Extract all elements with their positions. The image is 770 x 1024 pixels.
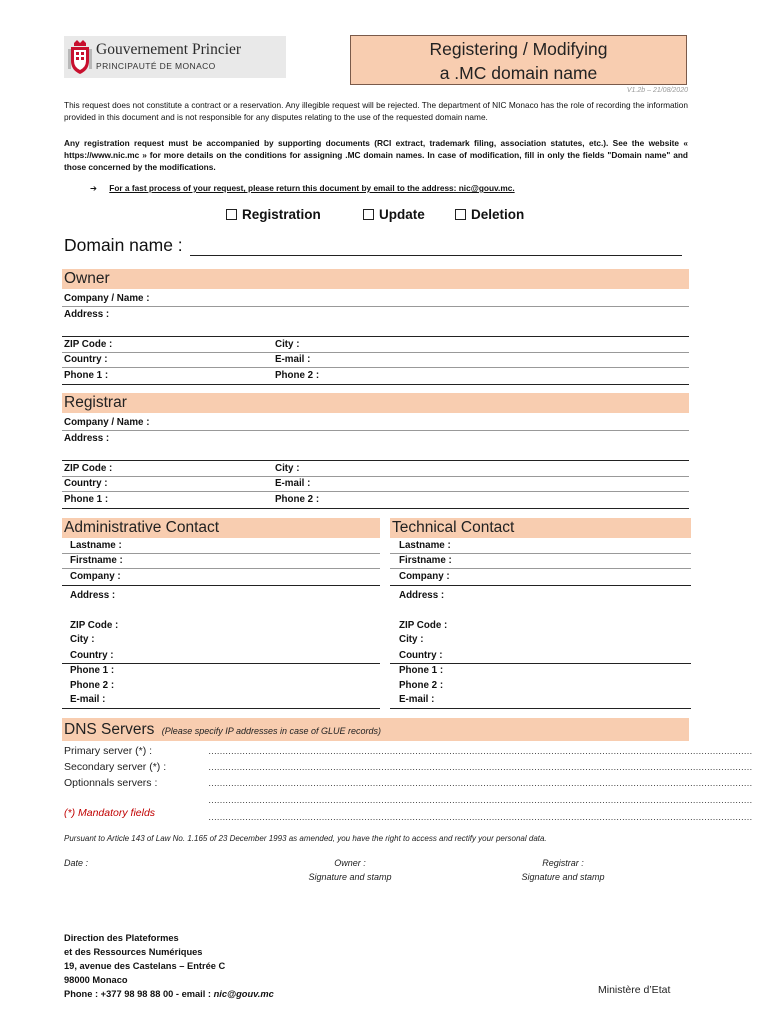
tech-country-label: Country : [399,650,443,661]
primary-server-label: Primary server (*) : [64,745,153,757]
footer-contact [64,987,274,1001]
owner-phone1-label: Phone 1 : [64,370,109,381]
admin-country-label: Country : [70,650,114,661]
update-label: Update [379,207,425,222]
mandatory-fields-note: (*) Mandatory fields [64,807,156,819]
form-title-line2: a .MC domain name [439,63,598,83]
admin-phone2-label: Phone 2 : [70,680,115,691]
divider [62,460,689,461]
tech-city-label: City : [399,634,424,645]
owner-zip-label: ZIP Code : [64,339,113,350]
dns-note: (Please specify IP addresses in case of GLUE records) [161,726,382,736]
divider [390,708,691,709]
tech-contact-section-header: Technical Contact [390,518,691,538]
admin-address-label: Address : [70,590,116,601]
optional-server-field-2[interactable]: ………………………………………………………………………………………………………………………………………………………………………… [208,795,752,805]
privacy-notice: Pursuant to Article 143 of Law No. 1.165 of 23 December 1993 as amended, you have the right to access and rectify your personal data. [64,834,547,843]
registrar-email-label: E-mail : [275,478,311,489]
footer-email-link[interactable]: nic@gouv.mc [213,989,274,999]
arrow-icon: ➔ [90,183,97,193]
tech-lastname-label: Lastname : [399,540,451,551]
divider [62,476,689,477]
registrar-company-label: Company / Name : [64,417,150,428]
registrar-signature-block [493,856,633,884]
registrar-signature-label: Registrar : [542,858,584,868]
tech-firstname-label: Firstname : [399,555,452,566]
divider [62,553,380,554]
fast-process-note [90,183,515,193]
registrar-country-label: Country : [64,478,108,489]
owner-city-label: City : [275,339,300,350]
registrar-phone2-label: Phone 2 : [275,494,320,505]
secondary-server-field[interactable]: ………………………………………………………………………………………………………………………………………………………………………… [208,762,752,772]
tech-company-label: Company : [399,571,450,582]
footer-line-2: et des Ressources Numériques [64,947,203,957]
divider [62,491,689,492]
dns-title: DNS Servers [64,721,155,738]
tech-phone2-label: Phone 2 : [399,680,444,691]
owner-phone2-label: Phone 2 : [275,370,320,381]
divider [62,367,689,368]
admin-city-label: City : [70,634,95,645]
divider [390,553,691,554]
divider [62,708,380,709]
update-checkbox[interactable] [363,209,374,220]
logo-title: Gouvernement Princier [96,41,242,58]
registrar-signature-stamp: Signature and stamp [521,872,605,882]
version-label: V1.2b – 21/08/2020 [626,87,688,94]
divider [390,585,691,586]
deletion-label: Deletion [471,207,525,222]
intro-paragraph-2: Any registration request must be accompanied by supporting documents (RCI extract, trademark filing, association statutes, etc.). See the website « https://www.nic.mc » for more details on the conditions for assigning .MC domain names. In case of modification, fill in only the fields "Domain name" and those concerned by the modifications. [64,138,688,172]
monaco-crest-icon [68,39,92,75]
owner-section-header: Owner [62,269,689,289]
registrar-phone1-label: Phone 1 : [64,494,109,505]
secondary-server-label: Secondary server (*) : [64,761,167,773]
registration-checkbox[interactable] [226,209,237,220]
deletion-option[interactable] [455,207,524,222]
registration-label: Registration [242,207,321,222]
optional-server-field-1[interactable]: ………………………………………………………………………………………………………………………………………………………………………… [208,778,752,788]
tech-address-label: Address : [399,590,445,601]
registrar-section-header: Registrar [62,393,689,413]
admin-lastname-label: Lastname : [70,540,122,551]
divider [390,663,691,664]
tech-email-label: E-mail : [399,694,435,705]
dns-section-header [62,718,689,741]
form-title-box [350,35,687,85]
owner-country-label: Country : [64,354,108,365]
owner-signature-block [280,856,420,884]
optional-servers-label: Optionnals servers : [64,777,158,789]
owner-signature-label: Owner : [334,858,366,868]
domain-name-label: Domain name : [64,235,183,255]
divider [62,352,689,353]
divider [62,384,689,385]
footer-phone: Phone : +377 98 98 88 00 - email : [64,989,214,999]
primary-server-field[interactable]: ………………………………………………………………………………………………………………………………………………………………………… [208,746,752,756]
admin-contact-section-header: Administrative Contact [62,518,380,538]
admin-phone1-label: Phone 1 : [70,665,115,676]
fast-process-text: For a fast process of your request, please return this document by email to the address: nic@gouv.mc. [109,183,515,193]
divider [62,568,380,569]
admin-firstname-label: Firstname : [70,555,123,566]
admin-company-label: Company : [70,571,121,582]
form-title-line1: Registering / Modifying [429,39,608,59]
registrar-zip-label: ZIP Code : [64,463,113,474]
footer-line-4: 98000 Monaco [64,975,128,985]
registrar-city-label: City : [275,463,300,474]
intro-paragraph-1: This request does not constitute a contract or a reservation. Any illegible request will be rejected. The department of NIC Monaco has the role of recording the information provided in this document and is not responsible for any disputes relating to the use of the requested domain name. [64,100,688,122]
tech-zip-label: ZIP Code : [399,620,448,631]
logo-subtitle: PRINCIPAUTÉ DE MONACO [96,61,216,71]
divider [62,585,380,586]
update-option[interactable] [363,207,425,222]
ministere-label: Ministère d’Etat [598,984,671,996]
owner-signature-stamp: Signature and stamp [308,872,392,882]
divider [390,568,691,569]
owner-address-label: Address : [64,309,110,320]
owner-email-label: E-mail : [275,354,311,365]
domain-name-field[interactable] [190,255,682,256]
admin-email-label: E-mail : [70,694,106,705]
footer-address [64,931,274,1001]
tech-phone1-label: Phone 1 : [399,665,444,676]
deletion-checkbox[interactable] [455,209,466,220]
divider [62,336,689,337]
admin-zip-label: ZIP Code : [70,620,119,631]
date-label: Date : [64,858,89,868]
footer-line-1: Direction des Plateformes [64,933,179,943]
registrar-address-label: Address : [64,433,110,444]
registration-option[interactable] [226,207,321,222]
owner-company-label: Company / Name : [64,293,150,304]
divider [62,306,689,307]
footer-line-3: 19, avenue des Castelans – Entrée C [64,961,226,971]
divider [62,430,689,431]
divider [62,508,689,509]
optional-server-field-3[interactable]: ………………………………………………………………………………………………………………………………………………………………………… [208,812,752,822]
divider [62,663,380,664]
